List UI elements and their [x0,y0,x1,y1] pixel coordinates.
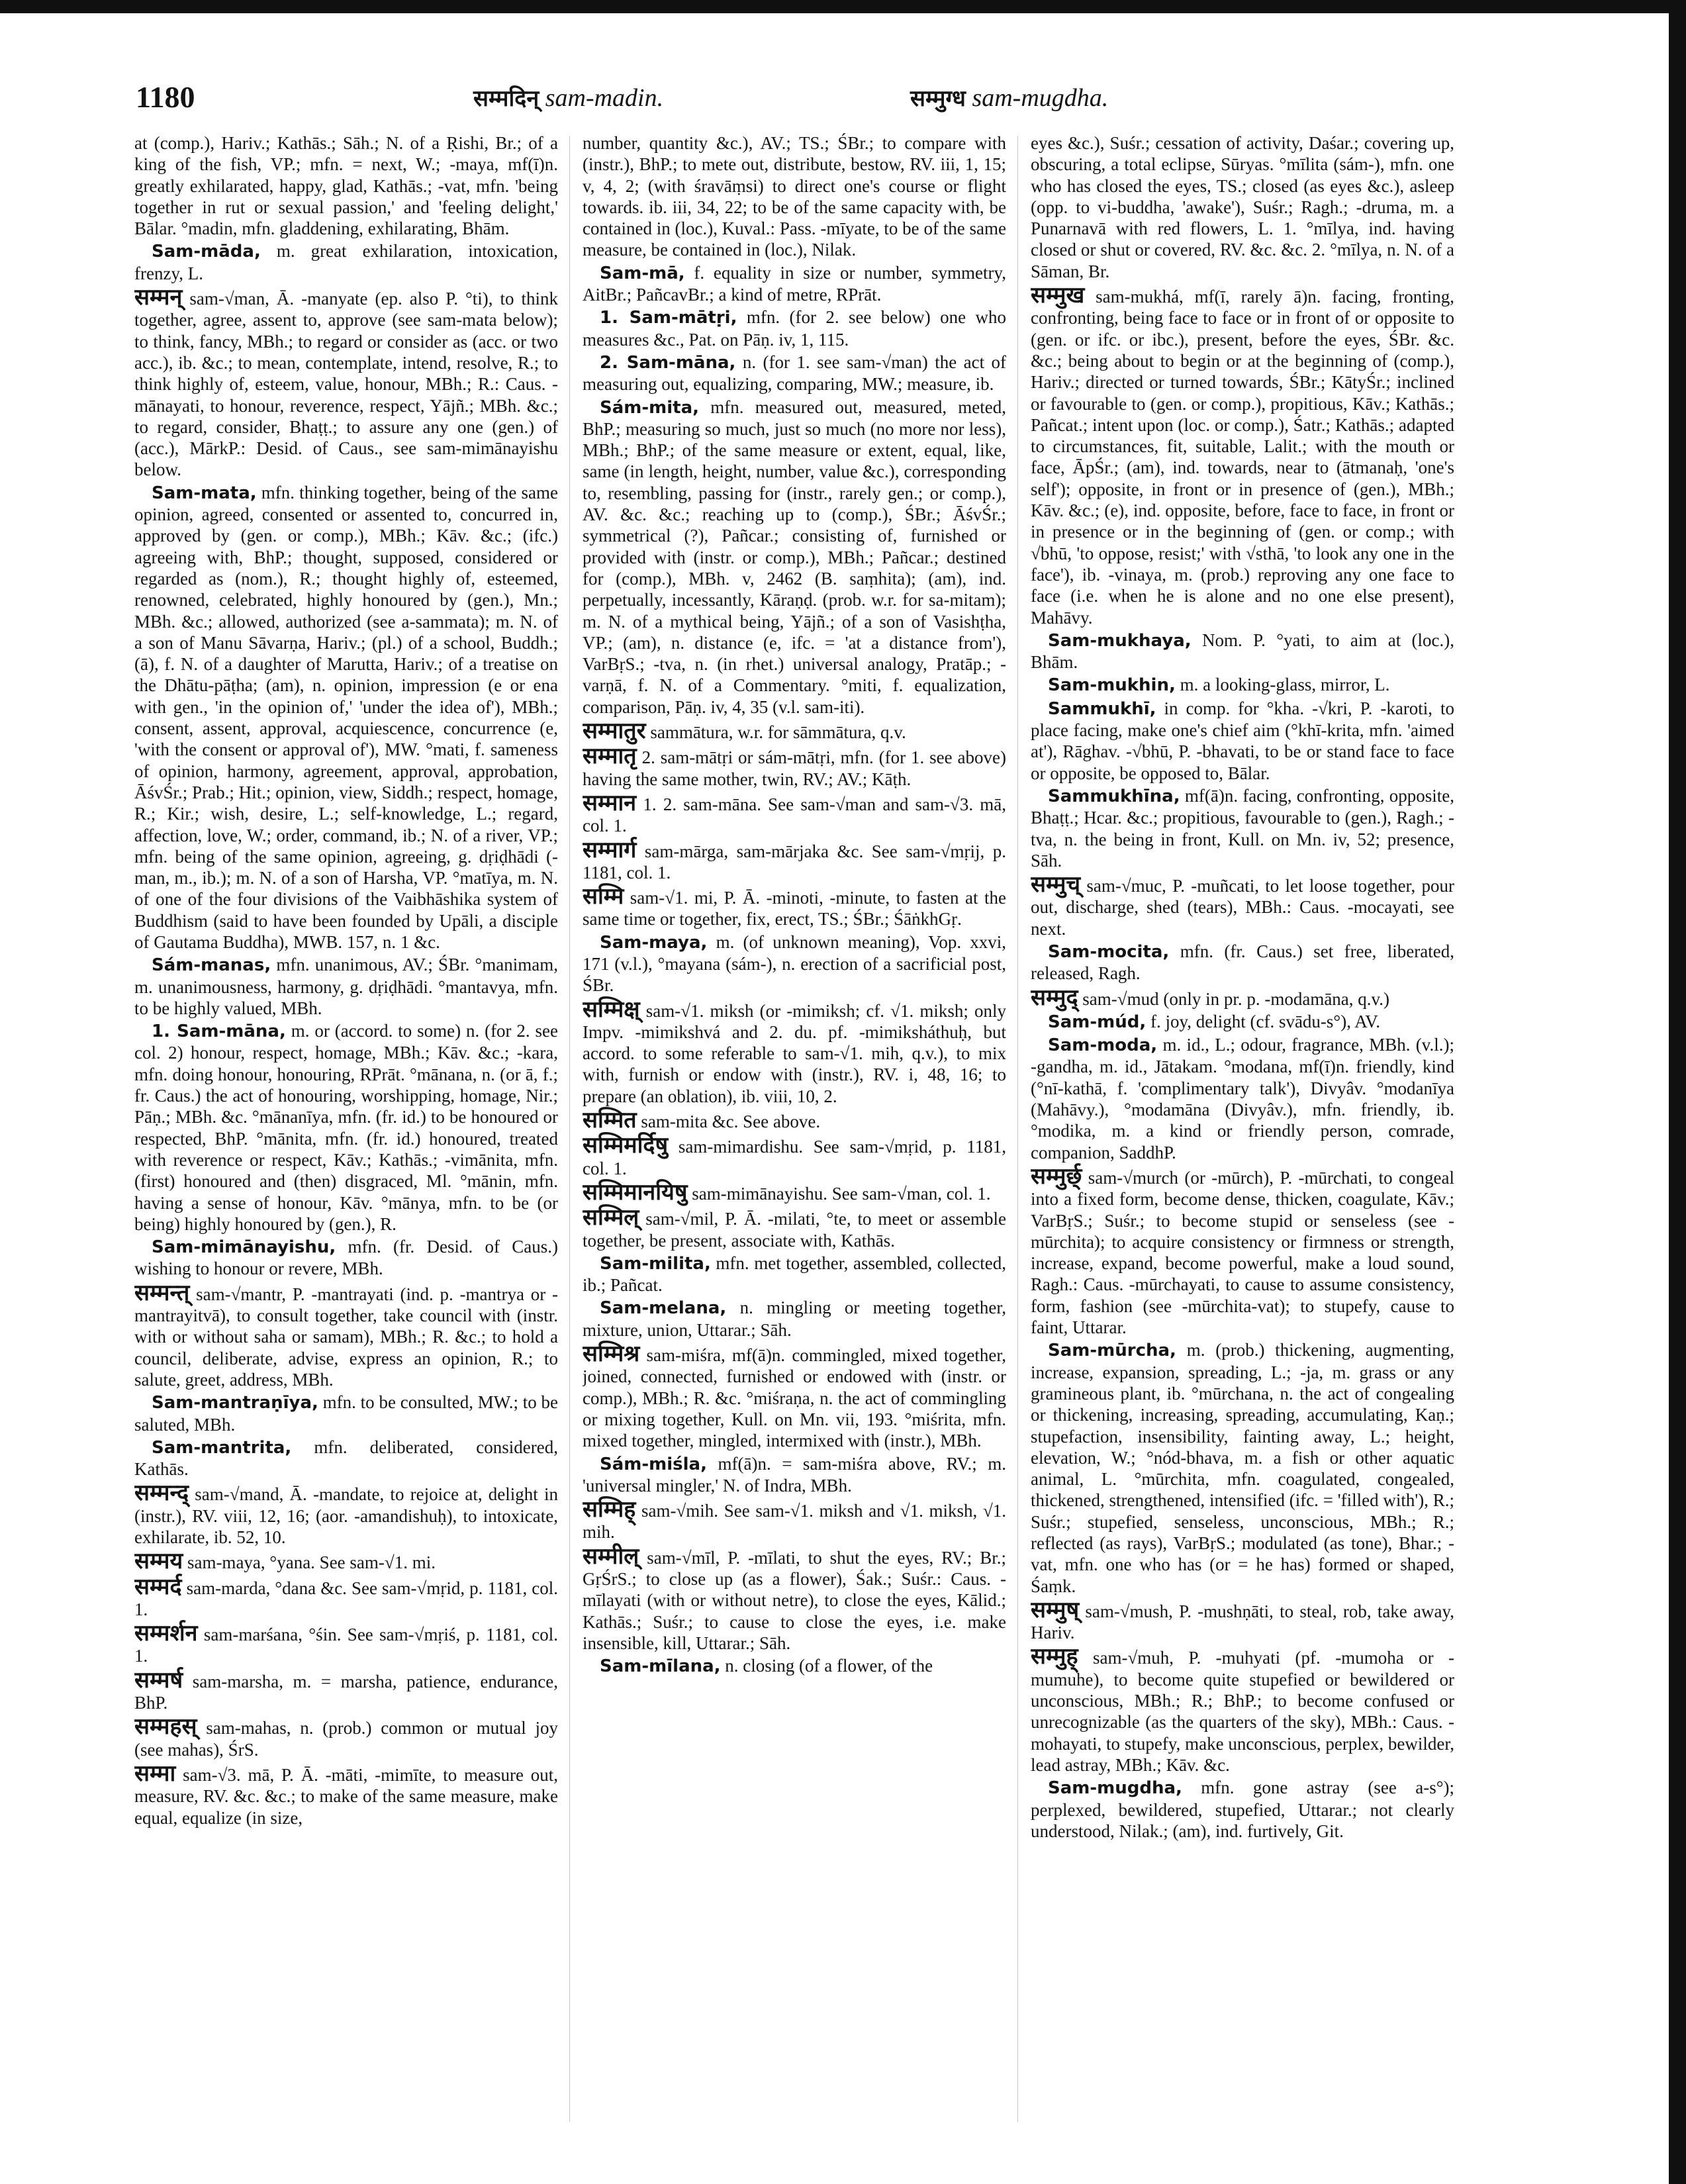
entry-headword: Sam-múd, [1048,1012,1147,1032]
dictionary-entry [583,1343,1006,1451]
dictionary-entry [583,883,1006,930]
entry-headword: Sam-mimānayishu, [152,1237,336,1258]
root-devanagari: सम्मर्द [134,1573,182,1600]
dictionary-entry [1031,871,1454,939]
right-head-translit: sam-mugdha. [972,84,1109,112]
entry-definition: mf(ā)n. = sam-miśra above, RV.; m. 'universal mingler,' N. of Indra, MBh. [583,1453,1006,1496]
entry-definition: f. equality in size or number, symmetry, AitBr.; PañcavBr.; a kind of metre, RPrāt. [583,262,1006,305]
dictionary-entry [134,1550,558,1573]
root-devanagari: सम्मिश्र [583,1341,640,1368]
entry-definition: m. a looking-glass, mirror, L. [1180,675,1390,695]
entry-definition: eyes &c.), Suśr.; cessation of activity, Daśar.; covering up, obscuring, a total eclipse, Sūryas. °mīlita (sám-), mfn. one who has closed the eyes, TS.; closed (as eyes &c.), asleep (opp. to vi-buddha, 'awake'), Suśr.; Ragh.; -druma, m. a Punarnavā with red flowers, L. 1. °mīlya, ind. having closed or shut or covered, RV. &c. &c. 2. °mīlya, n. N. of a Sāman, Br. [1031,133,1454,281]
dictionary-entry [134,1482,558,1548]
entry-headword: Sam-mantrita, [152,1437,292,1458]
entry-definition: Nom. P. °yati, to aim at (loc.), Bhām. [1031,630,1454,673]
root-devanagari: सम्मिह् [583,1496,636,1523]
entry-headword: Sam-melana, [600,1298,727,1319]
dictionary-entry [1031,1163,1454,1338]
dictionary-entry [583,789,1006,837]
entry-definition: n. mingling or meeting together, mixture, union, Uttarar.; Sāh. [583,1298,1006,1340]
dictionary-entry [583,352,1006,395]
dictionary-entry [134,1437,558,1480]
dictionary-entry [583,262,1006,306]
dictionary-entry [134,1666,558,1714]
root-devanagari: सम्महस् [134,1713,197,1740]
entry-headword: Sam-mocita, [1048,941,1170,962]
dictionary-entry [583,836,1006,884]
entry-definition: sam-marda, °dana &c. See sam-√mṛid, p. 1181, col. 1. [134,1578,558,1619]
dictionary-entry [134,1620,558,1667]
page-header [136,79,1599,126]
left-running-head [473,82,663,113]
dictionary-entry [134,954,558,1019]
dictionary-entry [1031,984,1454,1011]
root-devanagari: सम्मि [583,883,624,910]
dictionary-entry [583,1496,1006,1543]
dictionary-entry [134,1713,558,1760]
entry-definition: mfn. (fr. Desid. of Caus.) wishing to honour or revere, MBh. [134,1237,558,1279]
right-running-head [910,82,1108,113]
entry-definition: mfn. to be consulted, MW.; to be saluted, MBh. [134,1392,558,1435]
root-devanagari: सम्मा [134,1760,176,1787]
dictionary-entry [583,397,1006,718]
column-3 [1031,132,1454,2118]
dictionary-entry [1031,1777,1454,1842]
dictionary-entry [134,1760,558,1828]
dictionary-entry [1031,698,1454,784]
root-devanagari: सम्मन्द् [134,1480,189,1507]
entry-definition: sam-√mīl, P. -mīlati, to shut the eyes, RV.; Br.; GṛŚrS.; to close up (as a flower), Śak.; Suśr.: Caus. -mīlayati (with or without netre), to close the eyes, Kālid.; Kathās.; Suśr.; to cause to close the eyes, i.e. make insensible, kill, Uttarar.; Sāh. [583,1547,1006,1653]
entry-definition: m. (of unknown meaning), Vop. xxvi, 171 (v.l.), °mayana (sám-), n. erection of a sacrificial post, ŚBr. [583,931,1006,996]
dictionary-entry [1031,941,1454,984]
dictionary-entry [134,1279,558,1390]
entry-definition: sam-marśana, °śin. See sam-√mṛiś, p. 1181, col. 1. [134,1625,558,1666]
entry-headword: Sam-maya, [600,932,708,953]
entry-definition: sam-√mush, P. -mushṇāti, to steal, rob, take away, Hariv. [1031,1601,1454,1643]
dictionary-entry [583,745,1006,790]
entry-definition: sam-marsha, m. = marsha, patience, endurance, BhP. [134,1671,558,1713]
root-devanagari: सम्मान [583,789,637,816]
entry-definition: sam-√mand, Ā. -mandate, to rejoice at, delight in (instr.), RV. viii, 12, 16; (aor. -amandishuḥ), to intoxicate, exhilarate, ib. 52, 10. [134,1484,558,1547]
entry-definition: sam-√man, Ā. -manyate (ep. also P. °ti), to think together, agree, assent to, approve (see sam-mata below); to think, fancy, MBh.; to regard or consider as (acc. or two acc.), ib. &c.; to mean, contemplate, intend, resolve, R.; to think highly of, esteem, value, honour, MBh.; R.: Caus. -mānayati, to honour, reverence, respect, Yājñ.; MBh. &c.; to regard, consider, Bhaṭṭ.; to assure any one (gen.) of (acc.), MārkP.: Desid. of Caus., see sam-mimānayishu below. [134,289,558,480]
entry-definition: sam-√1. miksh (or -mimiksh; cf. √1. miksh; only Impv. -mimikshvá and 2. du. pf. -mimiksháthuḥ, but accord. to some referable to sam-√1. mih, q.v.), to mix with, furnish or endow with (instr.), RV. i, 48, 16; to prepare (an oblation), ib. viii, 10, 2. [583,1000,1006,1106]
entry-definition: sam-√muh, P. -muhyati (pf. -mumoha or -mumuhe), to become quite stupefied or bewildered or unconscious, MBh.; R.; BhP.; to become confused or unrecognizable (as the quarters of the sky), MBh.: Caus. -mohayati, to stupefy, make unconscious, perplex, bewilder, lead astray, MBh.; Kāv. &c. [1031,1648,1454,1775]
dictionary-entry [583,931,1006,996]
scan-border-right [1669,0,1686,2184]
root-devanagari: सम्मय [134,1548,183,1575]
entry-definition: sam-√mantr, P. -mantrayati (ind. p. -mantrya or -mantrayitvā), to consult together, take council with (instr. with or without saha or samam), MBh.; R. &c.; to hold a council, deliberate, advise, express an opinion, R.; to salute, greet, address, MBh. [134,1284,558,1390]
entry-headword: 1. Sam-mātṛi, [600,308,737,328]
root-devanagari: सम्मार्ग [583,836,637,863]
root-devanagari: सम्मुह् [1031,1643,1078,1670]
left-head-devanagari: सम्मदिन् [473,85,539,112]
dictionary-entry [134,132,558,239]
dictionary-entry [583,132,1006,261]
entry-definition: n. (for 1. see sam-√man) the act of measuring out, equalizing, comparing, MW.; measure, ib. [583,352,1006,395]
dictionary-entry [1031,1011,1454,1033]
entry-definition: mfn. measured out, measured, meted, BhP.; measuring so much, just so much (no more nor less), MBh.; BhP.; of the same measure or extent, equal, like, same (in length, height, number, value &c.), corresponding to, resembling, passing for (instr., rarely gen.; or comp.), AV. &c. &c.; reaching up to (comp.), ŚBr.; ĀśvŚr.; symmetrical (?), Pañcar.; consisting of, furnished or provided with (instr. or comp.), MBh.; Pañcar.; destined for (comp.), MBh. v, 2462 (B. saṃhita); (am), ind. perpetually, incessantly, Kāraṇḍ. (prob. w.r. for sa-mitam); m. N. of a mythical being, Yājñ.; of a son of Vasishṭha, VP.; (am), n. distance (e, ifc. = 'at a distance from'), VarBṛS.; -tva, n. (in rhet.) universal analogy, Pratāp.; -varṇā, f. N. of a Commentary. °miti, f. equalization, comparison, Pāṇ. iv, 4, 35 (v.l. sam-iti). [583,397,1006,717]
entry-headword: Sám-mita, [600,397,700,418]
dictionary-entry [134,1392,558,1435]
dictionary-entry [583,1253,1006,1296]
entry-definition: sammātura, w.r. for sāmmātura, q.v. [650,722,906,743]
entry-definition: mfn. unanimous, AV.; ŚBr. °manimam, m. unanimousness, harmony, g. dṛiḍhādi. °mantavya, mfn. to be highly valued, MBh. [134,955,558,1018]
column-rule-2 [1017,136,1018,2122]
entry-definition: sam-√murch (or -mūrch), P. -mūrchati, to congeal into a fixed form, become dense, thicken, coagulate, Kāv.; VarBṛS.; Suśr.; to become stupid or senseless (see -mūrchita); to acquire consistency or firmness or strength, increase, expand, become powerful, make a loud sound, Ragh.: Caus. -mūrchayati, to cause to assume consistency, form, fashion (see -mūrchita-vat); to stupefy, cause to faint, Uttarar. [1031,1167,1454,1338]
right-head-devanagari: सम्मुग्ध [910,85,966,112]
entry-headword: Sám-miśla, [600,1454,707,1474]
dictionary-entry [583,720,1006,743]
root-devanagari: सम्मिक्ष् [583,996,640,1023]
entry-headword: Sam-mukhin, [1048,675,1176,696]
entry-headword: 2. Sam-māna, [600,352,736,373]
dictionary-entry [583,1132,1006,1179]
entry-definition: sam-√3. mā, P. Ā. -māti, -mimīte, to measure out, measure, RV. &c. &c.; to make of the same measure, make equal, equalize (in size, [134,1764,558,1828]
dictionary-entry [583,1453,1006,1497]
root-devanagari: सम्मर्शन [134,1620,198,1647]
dictionary-entry [583,1204,1006,1251]
entry-definition: mfn. (fr. Caus.) set free, liberated, released, Ragh. [1031,941,1454,984]
entry-headword: Sammukhī, [1048,698,1156,719]
entry-definition: 2. sam-mātṛi or sám-mātṛi, mfn. (for 1. see above) having the same mother, twin, RV.; AV.; Kāṭh. [583,747,1006,789]
dictionary-entry [1031,1339,1454,1597]
root-devanagari: सम्मातुर [583,718,646,745]
entry-definition: mfn. deliberated, considered, Kathās. [134,1437,558,1480]
column-2 [583,132,1006,2118]
entry-definition: 1. 2. sam-māna. See sam-√man and sam-√3. mā, col. 1. [583,794,1006,836]
dictionary-entry [583,307,1006,350]
entry-headword: Sam-mīlana, [600,1656,721,1677]
entry-definition: m. (prob.) thickening, augmenting, increase, expansion, spreading, L.; -ja, m. grass or any gramineous plant, ib. °mūrchana, n. the act of congealing or thickening, increasing, spreading, accumulating, Kaṇ.; stupefaction, insensibility, fainting away, L.; height, elevation, W.; °nód-bhava, m. a fish or other aquatic animal, L. °mūrchita, mfn. coagulated, congealed, thickened, strengthened, intensified (ifc. = 'filled with'), R.; Suśr.; stupefied, senseless, unconscious, MBh.; R.; reflected (as rays), VarBṛS.; modulated (as tone), Bhar.; -vat, mfn. one who has (or = he has) formed or shaped, Śaṃk. [1031,1340,1454,1596]
dictionary-entry [134,284,558,481]
dictionary-entry [134,482,558,953]
entry-headword: Sam-mā, [600,263,685,283]
dictionary-entry [1031,785,1454,871]
dictionary-entry [583,1655,1006,1677]
entry-definition: m. great exhilaration, intoxication, frenzy, L. [134,241,558,283]
entry-headword: Sam-mukhaya, [1048,630,1192,651]
entry-definition: at (comp.), Hariv.; Kathās.; Sāh.; N. of a Ṛishi, Br.; of a king of the fish, VP.; mfn. = next, W.; -maya, mf(ī)n. greatly exhilarated, happy, glad, Kathās.; -vat, mfn. 'being together in rut or sexual passion,' and 'feeling delight,' Bālar. °madin, mfn. gladdening, exhilarating, Bhām. [134,133,558,239]
entry-definition: sam-mahas, n. (prob.) common or mutual joy (see mahas), ŚrS. [134,1718,558,1760]
dictionary-entry [1031,630,1454,673]
entry-definition: f. joy, delight (cf. svādu-s°), AV. [1150,1011,1381,1031]
entry-definition: mfn. met together, assembled, collected, ib.; Pañcat. [583,1253,1006,1296]
entry-definition: m. or (accord. to some) n. (for 2. see col. 2) honour, respect, homage, MBh.; Kāv. &c.; -kara, mfn. doing honour, honouring, RPrāt. °mānana, n. (or ā, f.; fr. Caus.) the act of honouring, worshipping, homage, Nir.; Pāṇ.; MBh. &c. °mānanīya, mfn. (fr. id.) to be honoured or respected, BhP. °mānita, mfn. (fr. id.) honoured, treated with reverence or respect, Kāv.; Kathās.; -vimānita, mfn. (first) honoured and (then) disgraced, Ml. °mānin, mfn. having a sense of honour, Kāv. °mānya, mfn. to be (or being) highly honoured by (gen.), R. [134,1021,558,1234]
entry-headword: Sam-mugdha, [1048,1778,1182,1799]
dictionary-entry [583,1107,1006,1134]
dictionary-entry [134,240,558,284]
root-devanagari: सम्मित [583,1107,637,1134]
entry-definition: sam-mimānayishu. See sam-√man, col. 1. [692,1183,991,1204]
dictionary-entry [1031,1596,1454,1644]
dictionary-entry [1031,674,1454,696]
dictionary-entry [1031,132,1454,282]
entry-headword: Sam-mūrcha, [1048,1341,1176,1361]
root-devanagari: सम्मन् [134,284,183,311]
entry-definition: number, quantity &c.), AV.; TS.; ŚBr.; to compare with (instr.), BhP.; to mete out, distribute, bestow, RV. iii, 1, 15; v, 4, 2; (with śravāṃsi) to direct one's course or flight towards. ib. iii, 34, 22; to be of the same capacity with, be contained in (loc.), Kuval.: Pass. -mīyate, to be of the same measure, be contained in (loc.), Nilak. [583,133,1006,260]
root-devanagari: सम्मुष् [1031,1596,1080,1623]
entry-definition: mfn. gone astray (see a-s°); perplexed, bewildered, stupefied, Uttarar.; not clearly understood, Nilak.; (am), ind. furtively, Git. [1031,1778,1454,1841]
entry-definition: sam-√mud (only in pr. p. -modamāna, q.v.) [1082,988,1390,1009]
entry-headword: Sam-māda, [152,242,261,262]
entry-definition: mfn. (for 2. see below) one who measures &c., Pat. on Pāṇ. iv, 1, 115. [583,307,1006,350]
entry-definition: sam-√1. mi, P. Ā. -minoti, -minute, to fasten at the same time or together, fix, erect, TS.; ŚBr.; ŚāṅkhGṛ. [583,888,1006,929]
dictionary-entry [134,1573,558,1621]
entry-definition: sam-mārga, sam-mārjaka &c. See sam-√mṛij, p. 1181, col. 1. [583,841,1006,882]
root-devanagari: सम्मन्त् [134,1279,190,1306]
dictionary-entry [583,1297,1006,1341]
dictionary-entry [1031,1034,1454,1163]
entry-definition: sam-mimardishu. See sam-√mṛid, p. 1181, col. 1. [583,1137,1006,1178]
dictionary-entry [583,996,1006,1107]
entry-definition: mfn. thinking together, being of the same opinion, agreed, consented or assented to, concurred in, approved by (gen. or comp.), MBh.; Kāv. &c.; (ifc.) agreeing with, BhP.; thought, supposed, considered or regarded as (nom.), R.; thought highly of, esteemed, renowned, celebrated, highly honoured by (gen.), Mn.; MBh. &c.; allowed, authorized (see a-sammata); m. N. of a son of Manu Sāvarṇa, Hariv.; (pl.) of a school, Buddh.; (ā), f. N. of a daughter of Marutta, Hariv.; of a treatise on the Dhātu-pāṭha; (am), n. opinion, impression (e or ena with gen., 'in the opinion of,' 'under the idea of'), MBh.; consent, assent, approval, acquiescence, concurrence (e, 'with the consent or approval of'), MW. °mati, f. sameness of opinion, harmony, agreement, approval, approbation, ĀśvŚr.; Prab.; Hit.; opinion, view, Siddh.; respect, homage, R.; Kir.; wish, desire, L.; self-knowledge, L.; regard, affection, love, W.; order, command, ib.; N. of a river, VP.; mfn. being of the same opinion, agreeing, g. dṛiḍhādi (-man, m., ib.); m. N. of a son of Harsha, VP. °matīya, m. N. of one of the four divisions of the Vaibhāshika system of Buddhism (said to have been founded by Upāli, a disciple of Gautama Buddha), MWB. 157, n. 1 &c. [134,482,558,952]
root-devanagari: सम्मातृ [583,743,637,770]
dictionary-entry [583,1178,1006,1206]
entry-definition: in comp. for °kha. -√kri, P. -karoti, to place facing, make one's chief aim (°khī-krita, mfn. 'aimed at'), Rāghav. -√bhū, P. -bhavati, to be or stand face to face or opposite, be opposed to, Bālar. [1031,698,1454,783]
scan-border-top [0,0,1686,13]
entry-definition: mf(ā)n. facing, confronting, opposite, Bhaṭṭ.; Hcar. &c.; propitious, favourable to (gen.), Ragh.; -tva, n. the being in front, Kull. on Mn. iv, 52; presence, Sāh. [1031,785,1454,871]
entry-definition: sam-maya, °yana. See sam-√1. mi. [187,1552,436,1573]
root-devanagari: सम्मुर्छ् [1031,1163,1082,1190]
entry-definition: sam-√muc, P. -muñcati, to let loose together, pour out, discharge, shed (tears), MBh.: Caus. -mocayati, see next. [1031,876,1454,939]
entry-headword: Sám-manas, [152,955,271,976]
root-devanagari: सम्मिल् [583,1204,639,1231]
root-devanagari: सम्मर्ष [134,1666,183,1693]
entry-definition: n. closing (of a flower, of the [725,1656,933,1676]
left-head-translit: sam-madin. [545,84,664,112]
entry-definition: m. id., L.; odour, fragrance, MBh. (v.l.); -gandha, m. id., Jātakam. °modana, mf(ī)n. friendly, kind (°nī-kathā, f. 'complimentary talk'), Divyâv. °modanīya (Mahāvy.), °modamāna (Divyâv.), mfn. friendly, ib. °modika, m. a kind or friendly person, comrade, companion, SaddhP. [1031,1035,1454,1163]
dictionary-entry [583,1543,1006,1654]
dictionary-entry [134,1236,558,1280]
entry-definition: sam-√mih. See sam-√1. miksh and √1. miksh, √1. mih. [583,1501,1006,1543]
entry-headword: Sam-mata, [152,483,257,503]
dictionary-entry [134,1020,558,1235]
root-devanagari: सम्मील् [583,1543,639,1570]
root-devanagari: सम्मुख [1031,282,1085,309]
root-devanagari: सम्मुद् [1031,984,1078,1011]
entry-definition: sam-miśra, mf(ā)n. commingled, mixed together, joined, connected, furnished or endowed with (instr. or comp.), MBh.; R. &c. °miśraṇa, n. the act of commingling or mixing together, Kull. on Mn. vii, 193. °miśrita, mfn. mixed together, mingled, intermixed with (instr.), MBh. [583,1345,1006,1451]
entry-headword: Sam-mantraṇīya, [152,1393,318,1413]
entry-headword: Sam-milita, [600,1253,711,1274]
page-number: 1180 [136,80,195,114]
entry-definition: sam-mukhá, mf(ī, rarely ā)n. facing, fronting, confronting, being face to face or in front of or opposite to (gen. or ifc. or ibc.), present, before the eyes, ŚBr. &c. &c.; being about to begin or at the beginning of (comp.), Hariv.; directed or turned towards, ŚBr.; KātyŚr.; inclined or favourable to (gen. or comp.), propitious, Kāv.; Kathās.; Pañcat.; intent upon (loc. or comp.), Śatr.; Kathās.; adapted to circumstances, fit, suitable, Lalit.; with the mouth or face, ĀpŚr.; (am), ind. towards, near to (ātmanaḥ, 'one's self'); opposite, in front or in presence of (gen.), MBh.; Kāv. &c.; (e), ind. opposite, before, face to face, in front or in presence or in the beginning of (gen. or comp.; with √bhū, 'to oppose, resist;' with √sthā, 'to look any one in the face'), ib. -vinaya, m. (prob.) reproving any one face to face (i.e. when he is alone and no one else present), Mahāvy. [1031,287,1454,628]
column-1 [134,132,558,2118]
entry-headword: Sam-moda, [1048,1035,1158,1056]
dictionary-entry [1031,282,1454,628]
entry-definition: sam-mita &c. See above. [641,1112,821,1132]
root-devanagari: सम्मुच् [1031,871,1081,898]
entry-headword: 1. Sam-māna, [152,1021,286,1042]
entry-definition: sam-√mil, P. Ā. -milati, °te, to meet or assemble together, be present, associate with, Kathās. [583,1209,1006,1251]
dictionary-entry [1031,1643,1454,1776]
column-rule-1 [569,136,570,2122]
entry-headword: Sammukhīna, [1048,786,1180,806]
root-devanagari: सम्मिमानयिषु [583,1178,688,1206]
root-devanagari: सम्मिमर्दिषु [583,1132,669,1159]
